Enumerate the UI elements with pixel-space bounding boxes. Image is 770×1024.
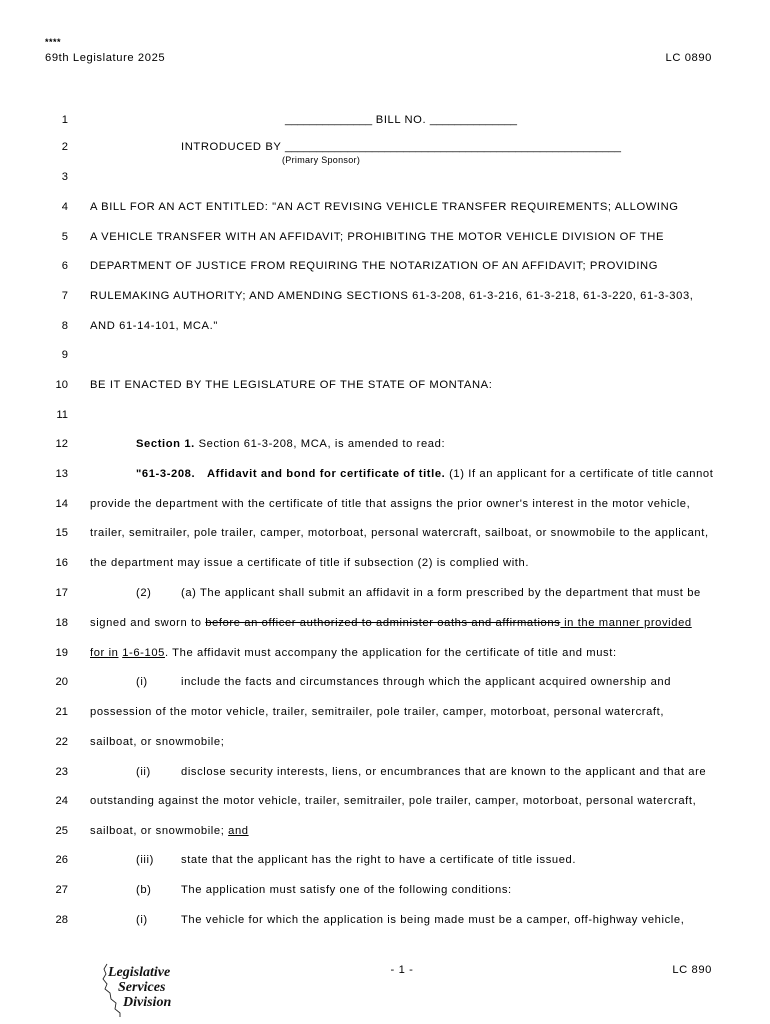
line-number: 23 [55, 766, 68, 778]
inserted-text: in the manner provided [560, 617, 692, 629]
bill-line-24 [0, 793, 770, 809]
line-number: 12 [55, 438, 68, 450]
inserted-text: 1-6-105 [122, 647, 165, 659]
subsection-label: (iii) [136, 854, 154, 866]
line-text: sailboat, or snowmobile; [90, 825, 229, 837]
bill-line-27 [0, 882, 770, 898]
bill-line-14 [0, 496, 770, 512]
line-number: 22 [55, 736, 68, 748]
line-text: . The affidavit must accompany the application for the certificate of title and must: [164, 647, 617, 659]
bill-line-3 [0, 169, 770, 185]
legislative-services-division-logo [96, 960, 196, 1018]
line-text: state that the applicant has the right to have a certificate of title issued. [181, 854, 577, 866]
bill-line-8 [0, 318, 770, 334]
bill-line-22 [0, 734, 770, 750]
line-text: outstanding against the motor vehicle, trailer, semitrailer, pole trailer, camper, motorboat, personal watercraft, [90, 795, 697, 807]
line-number: 3 [61, 171, 68, 183]
line-text: possession of the motor vehicle, trailer, semitrailer, pole trailer, camper, motorboat, personal watercraft, [90, 706, 665, 718]
line-text: Section 61-3-208, MCA, is amended to read: [194, 438, 446, 450]
legislature-session: 69th Legislature 2025 [45, 52, 166, 64]
bill-number-blank: ______________ [284, 114, 373, 126]
bill-line-10 [0, 377, 770, 393]
line-text: include the facts and circumstances through which the applicant acquired ownership and [181, 676, 672, 688]
bill-line-17 [0, 585, 770, 601]
header-marker: **** [45, 37, 62, 47]
line-text: (1) If an applicant for a certificate of title cannot [445, 468, 714, 480]
section-heading: Section 1. [136, 438, 195, 450]
bill-line-18 [0, 615, 770, 631]
line-text: The vehicle for which the application is being made must be a camper, off-highway vehicle, [181, 914, 685, 926]
line-number: 18 [55, 617, 68, 629]
bill-number-blank: ______________ [429, 114, 518, 126]
line-text: (a) The applicant shall submit an affidavit in a form prescribed by the department that must be [181, 587, 701, 599]
bill-line-13 [0, 466, 770, 482]
bill-title-text: DEPARTMENT OF JUSTICE FROM REQUIRING THE NOTARIZATION OF AN AFFIDAVIT; PROVIDING [90, 260, 659, 272]
line-number: 24 [55, 795, 68, 807]
bill-line-7 [0, 288, 770, 304]
bill-line-21 [0, 704, 770, 720]
line-text: trailer, semitrailer, pole trailer, camper, motorboat, personal watercraft, sailboat, or snowmobile to the applicant, [90, 527, 709, 539]
inserted-text: and [228, 825, 249, 837]
bill-line-4 [0, 199, 770, 215]
line-number: 27 [55, 884, 68, 896]
lc-number-footer: LC 890 [672, 964, 712, 976]
subsection-label: (ii) [136, 766, 151, 778]
bill-line-5 [0, 229, 770, 245]
bill-line-25 [0, 823, 770, 839]
bill-line-28 [0, 912, 770, 928]
line-number: 15 [55, 527, 68, 539]
bill-line-16 [0, 555, 770, 571]
line-number: 19 [55, 647, 68, 659]
line-number: 5 [61, 231, 68, 243]
primary-sponsor-caption: (Primary Sponsor) [282, 155, 361, 165]
bill-title-text: AND 61-14-101, MCA." [90, 320, 218, 332]
enacting-clause: BE IT ENACTED BY THE LEGISLATURE OF THE STATE OF MONTANA: [90, 379, 493, 391]
line-number: 8 [61, 320, 68, 332]
page-number: - 1 - [390, 964, 414, 976]
logo-text-division: Division [123, 995, 172, 1010]
bill-line-9 [0, 347, 770, 363]
logo-text-services: Services [118, 980, 166, 995]
line-number: 17 [55, 587, 68, 599]
bill-line-2 [0, 139, 770, 165]
line-text: signed and sworn to [90, 617, 206, 629]
introduced-by-label: INTRODUCED BY [181, 141, 285, 153]
subsection-label: (i) [136, 914, 148, 926]
line-number: 1 [61, 114, 68, 126]
bill-line-6 [0, 258, 770, 274]
line-text: provide the department with the certificate of title that assigns the prior owner's interest in the motor vehicle, [90, 498, 691, 510]
subsection-label: (b) [136, 884, 152, 896]
bill-line-12 [0, 436, 770, 452]
line-number: 13 [55, 468, 68, 480]
line-text-group [90, 645, 617, 661]
line-number: 4 [61, 201, 68, 213]
bill-line-26 [0, 852, 770, 868]
bill-line-20 [0, 674, 770, 690]
bill-number-label: BILL NO. [372, 114, 430, 126]
line-text-group [90, 823, 249, 839]
line-text: disclose security interests, liens, or encumbrances that are known to the applicant and that are [181, 766, 707, 778]
line-number: 14 [55, 498, 68, 510]
line-number: 11 [56, 409, 68, 421]
line-number: 26 [55, 854, 68, 866]
logo-text-legislative: Legislative [108, 965, 171, 980]
line-number: 9 [61, 349, 68, 361]
line-text-group [90, 615, 692, 631]
lc-number-header: LC 0890 [665, 52, 712, 64]
bill-title-text: A BILL FOR AN ACT ENTITLED: "AN ACT REVISING VEHICLE TRANSFER REQUIREMENTS; ALLOWING [90, 201, 679, 213]
sponsor-blank: ______________________________________________________ [284, 141, 621, 153]
line-number: 20 [55, 676, 68, 688]
introduced-by-line [90, 139, 712, 155]
line-number: 21 [55, 706, 68, 718]
line-number: 6 [61, 260, 68, 272]
line-number: 7 [61, 290, 68, 302]
struck-text: before an officer authorized to administer oaths and affirmations [205, 617, 561, 629]
bill-line-19 [0, 645, 770, 661]
line-text: the department may issue a certificate of title if subsection (2) is complied with. [90, 557, 530, 569]
section-intro [136, 436, 445, 452]
bill-line-11 [0, 407, 770, 423]
bill-title-text: RULEMAKING AUTHORITY; AND AMENDING SECTIONS 61-3-208, 61-3-216, 61-3-218, 61-3-220, 61-3-303, [90, 290, 694, 302]
statute-number: "61-3-208. [136, 468, 196, 480]
line-number: 16 [55, 557, 68, 569]
line-number: 28 [55, 914, 68, 926]
line-number: 10 [55, 379, 68, 391]
line-text: sailboat, or snowmobile; [90, 736, 225, 748]
bill-line-1 [0, 112, 770, 128]
inserted-text: for in [90, 647, 119, 659]
subsection-label: (2) [136, 587, 152, 599]
subsection-label: (i) [136, 676, 148, 688]
line-number: 2 [61, 141, 68, 153]
bill-number-line [90, 112, 712, 128]
statute-heading-line [207, 466, 713, 482]
line-number: 25 [55, 825, 68, 837]
line-text: The application must satisfy one of the following conditions: [181, 884, 512, 896]
bill-line-15 [0, 525, 770, 541]
bill-line-23 [0, 764, 770, 780]
bill-title-text: A VEHICLE TRANSFER WITH AN AFFIDAVIT; PROHIBITING THE MOTOR VEHICLE DIVISION OF THE [90, 231, 665, 243]
statute-catchline: Affidavit and bond for certificate of title. [207, 468, 446, 480]
